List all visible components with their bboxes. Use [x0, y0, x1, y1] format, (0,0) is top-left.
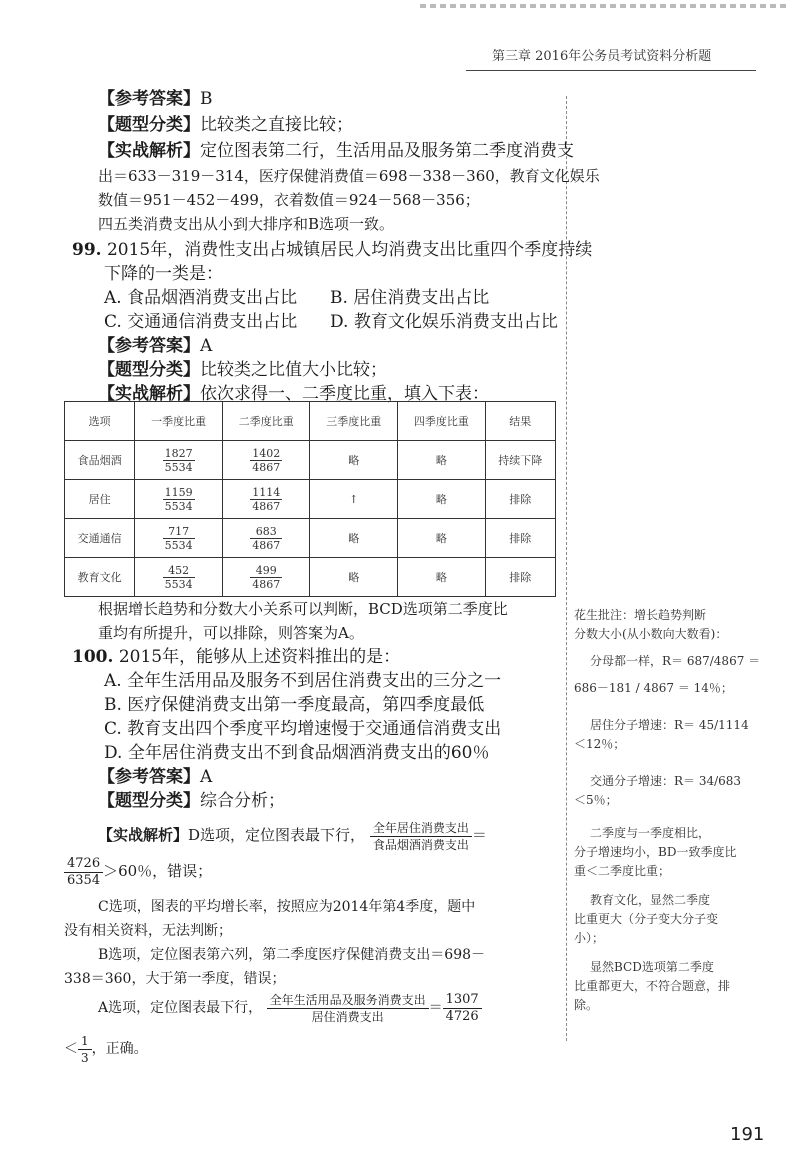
- running-header: 第三章 2016年公务员考试资料分析题: [492, 49, 712, 64]
- q100-option-a: A. 全年生活用品及服务不到居住消费支出的三分之一: [104, 671, 502, 691]
- table-cell: 教育文化: [65, 558, 135, 597]
- table-header: 四季度比重: [398, 402, 486, 441]
- q100-d-analysis: 【实战解析】D选项，定位图表最下行， $\frac{\text{全年居住消费支出}}{\text{食品烟酒消费支出}}$ ＝: [98, 820, 487, 852]
- note-line: 比重都更大，不符合题意，排: [574, 979, 731, 993]
- q99-stem: 99. 2015年，消费性支出占城镇居民人均消费支出比重四个季度持续: [72, 240, 593, 260]
- note-line: 花生批注：增长趋势判断: [574, 608, 707, 622]
- note-line: 小）；: [574, 931, 605, 945]
- table-header: 二季度比重: [222, 402, 310, 441]
- table-cell: 交通通信: [65, 519, 135, 558]
- q100-stem: 100. 2015年，能够从上述资料推出的是：: [72, 647, 401, 667]
- q99-conclusion: 重均有所提升，可以排除，则答案为A。: [98, 624, 364, 642]
- table-cell: ↑: [310, 480, 398, 519]
- table-cell: 排除: [485, 480, 555, 519]
- table-cell: 持续下降: [485, 441, 555, 480]
- table-cell: $\frac{683}{4867}$: [222, 519, 310, 558]
- table-cell: 略: [310, 441, 398, 480]
- header-rule: [466, 70, 756, 71]
- q98-analysis-line: 【实战解析】定位图表第二行，生活用品及服务第二季度消费支: [98, 141, 574, 161]
- side-annotation: [574, 606, 779, 1015]
- table-cell: 略: [398, 441, 486, 480]
- q100-a-analysis: A选项，定位图表最下行， $\frac{\text{全年生活用品及服务消费支出}}{\text{居住消费支出}}$ ＝ $\frac{1307}{4726}$: [98, 990, 482, 1026]
- table-cell: 略: [398, 519, 486, 558]
- q99-option-c: C. 交通通信消费支出占比: [104, 312, 298, 332]
- table-row: [65, 558, 556, 597]
- q98-answer: 【参考答案】B: [98, 89, 213, 109]
- table-row: [65, 480, 556, 519]
- q100-type: 【题型分类】综合分析；: [98, 791, 285, 811]
- table-header: 结果: [485, 402, 555, 441]
- note-line: 显然BCD选项第二季度: [590, 960, 714, 974]
- note-line: 交通分子增速：R＝ 34/683: [590, 774, 742, 788]
- q99-answer: 【参考答案】A: [98, 336, 213, 356]
- table-header-row: [65, 402, 556, 441]
- q98-type: 【题型分类】比较类之直接比较；: [98, 115, 353, 135]
- table-cell: 居住: [65, 480, 135, 519]
- table-cell: 食品烟酒: [65, 441, 135, 480]
- q100-answer: 【参考答案】A: [98, 767, 213, 787]
- q100-a-result: ＜ $\frac{1}{3}$ ，正确。: [64, 1033, 148, 1065]
- table-cell: 略: [398, 480, 486, 519]
- page-number: 191: [730, 1124, 765, 1145]
- table-cell: $\frac{1402}{4867}$: [222, 441, 310, 480]
- q100-c-analysis: 没有相关资料，无法判断；: [64, 923, 232, 939]
- q99-option-d: D. 教育文化娱乐消费支出占比: [330, 312, 558, 332]
- note-line: 二季度与一季度相比，: [590, 826, 711, 840]
- note-line: 除。: [574, 998, 599, 1012]
- q100-b-analysis: B选项，定位图表第六列，第二季度医疗保健消费支出＝698－: [98, 947, 486, 963]
- q98-analysis-line: 出＝633－319－314，医疗保健消费值＝698－338－360，教育文化娱乐: [98, 167, 600, 185]
- q99-analysis: 【实战解析】依次求得一、二季度比重，填入下表：: [98, 384, 489, 404]
- note-line: 重＜二季度比重；: [574, 864, 671, 878]
- q99-option-a: A. 食品烟酒消费支出占比: [104, 288, 298, 308]
- q99-type: 【题型分类】比较类之比值大小比较；: [98, 360, 387, 380]
- q99-option-b: B. 居住消费支出占比: [330, 288, 490, 308]
- table-cell: 略: [310, 519, 398, 558]
- table-cell: $\frac{499}{4867}$: [222, 558, 310, 597]
- q99-stem-cont: 下降的一类是：: [104, 264, 223, 284]
- table-header: 一季度比重: [135, 402, 223, 441]
- note-line: 分母都一样，R＝ 687/4867 ＝: [590, 654, 761, 668]
- note-line: 教育文化，显然二季度: [590, 893, 711, 907]
- note-line: 比重更大（分子变大分子变: [574, 912, 719, 926]
- q99-ratio-table: [64, 401, 556, 597]
- note-line: 分子增速均小，BD一致季度比: [574, 845, 737, 859]
- table-cell: $\frac{452}{5534}$: [135, 558, 223, 597]
- table-cell: $\frac{717}{5534}$: [135, 519, 223, 558]
- table-cell: 排除: [485, 558, 555, 597]
- q99-conclusion: 根据增长趋势和分数大小关系可以判断，BCD选项第二季度比: [98, 600, 508, 618]
- note-line: ＜5％；: [574, 793, 618, 807]
- table-row: [65, 519, 556, 558]
- scan-artifact-bar: [420, 4, 790, 8]
- q98-analysis-line: 四五类消费支出从小到大排序和B选项一致。: [98, 215, 395, 233]
- q100-option-c: C. 教育支出四个季度平均增速慢于交通通信消费支出: [104, 719, 502, 739]
- note-line: ＜12％；: [574, 737, 626, 751]
- table-cell: $\frac{1114}{4867}$: [222, 480, 310, 519]
- column-divider: [566, 96, 567, 1041]
- q100-option-d: D. 全年居住消费支出不到食品烟酒消费支出的60％: [104, 743, 490, 763]
- table-cell: 排除: [485, 519, 555, 558]
- table-header: 选项: [65, 402, 135, 441]
- table-cell: $\frac{1827}{5534}$: [135, 441, 223, 480]
- note-line: 居住分子增速：R＝ 45/1114: [590, 718, 749, 732]
- table-row: [65, 441, 556, 480]
- table-cell: 略: [398, 558, 486, 597]
- note-line: 分数大小(从小数向大数看)：: [574, 627, 728, 641]
- q100-c-analysis: C选项，图表的平均增长率，按照应为2014年第4季度，题中: [98, 899, 476, 915]
- table-cell: $\frac{1159}{5534}$: [135, 480, 223, 519]
- table-cell: 略: [310, 558, 398, 597]
- q100-d-result: $\frac{4726}{6354}$ ＞60％，错误；: [64, 854, 212, 889]
- table-header: 三季度比重: [310, 402, 398, 441]
- q100-option-b: B. 医疗保健消费支出第一季度最高，第四季度最低: [104, 695, 485, 715]
- q100-b-analysis: 338＝360，大于第一季度，错误；: [64, 971, 286, 987]
- q98-analysis-line: 数值＝951－452－499，衣着数值＝924－568－356；: [98, 191, 480, 209]
- note-line: 686－181 / 4867 ＝ 14％；: [574, 681, 733, 695]
